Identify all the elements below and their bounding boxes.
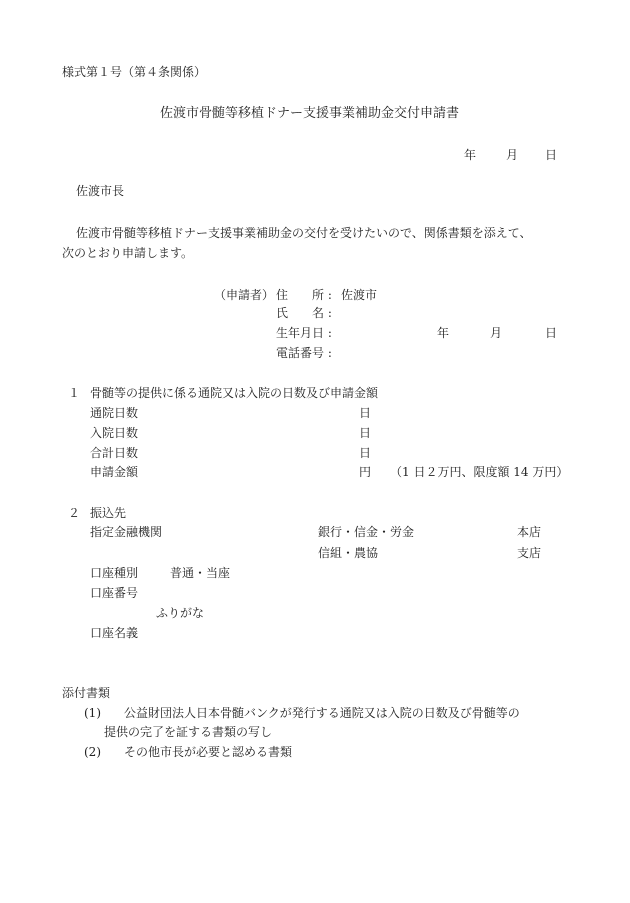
- visit-days-label: 通院日数: [90, 406, 139, 420]
- total-days-label: 合計日数: [90, 446, 139, 460]
- branch-main: 本店: [517, 525, 542, 539]
- applicant-heading: （申請者）: [214, 288, 275, 302]
- attachment-1-line2: 提供の完了を証する書類の写し: [104, 725, 273, 739]
- total-days-unit: 日: [359, 446, 372, 460]
- account-number-label: 口座番号: [90, 586, 139, 600]
- inpatient-days-label: 入院日数: [90, 426, 139, 440]
- phone-label: 電話番号 :: [276, 346, 332, 360]
- address-label: 住 所 :: [276, 288, 332, 302]
- section1-heading: 骨髄等の提供に係る通院又は入院の日数及び申請金額: [90, 386, 379, 400]
- date-month-marker: 月: [506, 148, 519, 162]
- branch-sub: 支店: [517, 546, 542, 560]
- body-text-line2: 次のとおり申請します。: [62, 246, 194, 260]
- amount-label: 申請金額: [90, 465, 139, 479]
- bank-label: 指定金融機関: [90, 525, 163, 539]
- bank-types-2: 信組・農協: [318, 546, 379, 560]
- attachment-1-line1: 公益財団法人日本骨髄バンクが発行する通院又は入院の日数及び骨髄等の: [124, 706, 520, 720]
- account-type-value: 普通・当座: [170, 566, 231, 580]
- addressee: 佐渡市長: [76, 184, 125, 198]
- form-label: 様式第１号（第４条関係）: [62, 65, 207, 79]
- attachment-2-line1: その他市長が必要と認める書類: [124, 745, 293, 759]
- date-year-marker: 年: [464, 148, 477, 162]
- visit-days-unit: 日: [359, 406, 372, 420]
- section2-number: ２: [68, 506, 81, 520]
- inpatient-days-unit: 日: [359, 426, 372, 440]
- name-label: 氏 名 :: [276, 306, 332, 320]
- birth-day-marker: 日: [545, 326, 558, 340]
- section1-number: １: [68, 386, 81, 400]
- date-day-marker: 日: [545, 148, 558, 162]
- furigana-label: ふりがな: [156, 606, 205, 620]
- address-value: 佐渡市: [341, 288, 378, 302]
- form-title: 佐渡市骨髄等移植ドナー支援事業補助金交付申請書: [160, 106, 460, 121]
- birthdate-label: 生年月日 :: [276, 326, 332, 340]
- account-type-label: 口座種別: [90, 566, 139, 580]
- amount-note: （1 日２万円、限度額 14 万円）: [390, 465, 569, 479]
- body-text-line1: 佐渡市骨髄等移植ドナー支援事業補助金の交付を受けたいので、関係書類を添えて、: [76, 226, 532, 240]
- attachments-heading: 添付書類: [62, 686, 111, 700]
- birth-month-marker: 月: [490, 326, 503, 340]
- section2-heading: 振込先: [90, 506, 127, 520]
- amount-unit: 円: [359, 465, 372, 479]
- birth-year-marker: 年: [437, 326, 450, 340]
- account-name-label: 口座名義: [90, 626, 139, 640]
- bank-types-1: 銀行・信金・労金: [318, 525, 415, 539]
- attachment-2-number: (2): [84, 745, 101, 759]
- attachment-1-number: (1): [84, 706, 101, 720]
